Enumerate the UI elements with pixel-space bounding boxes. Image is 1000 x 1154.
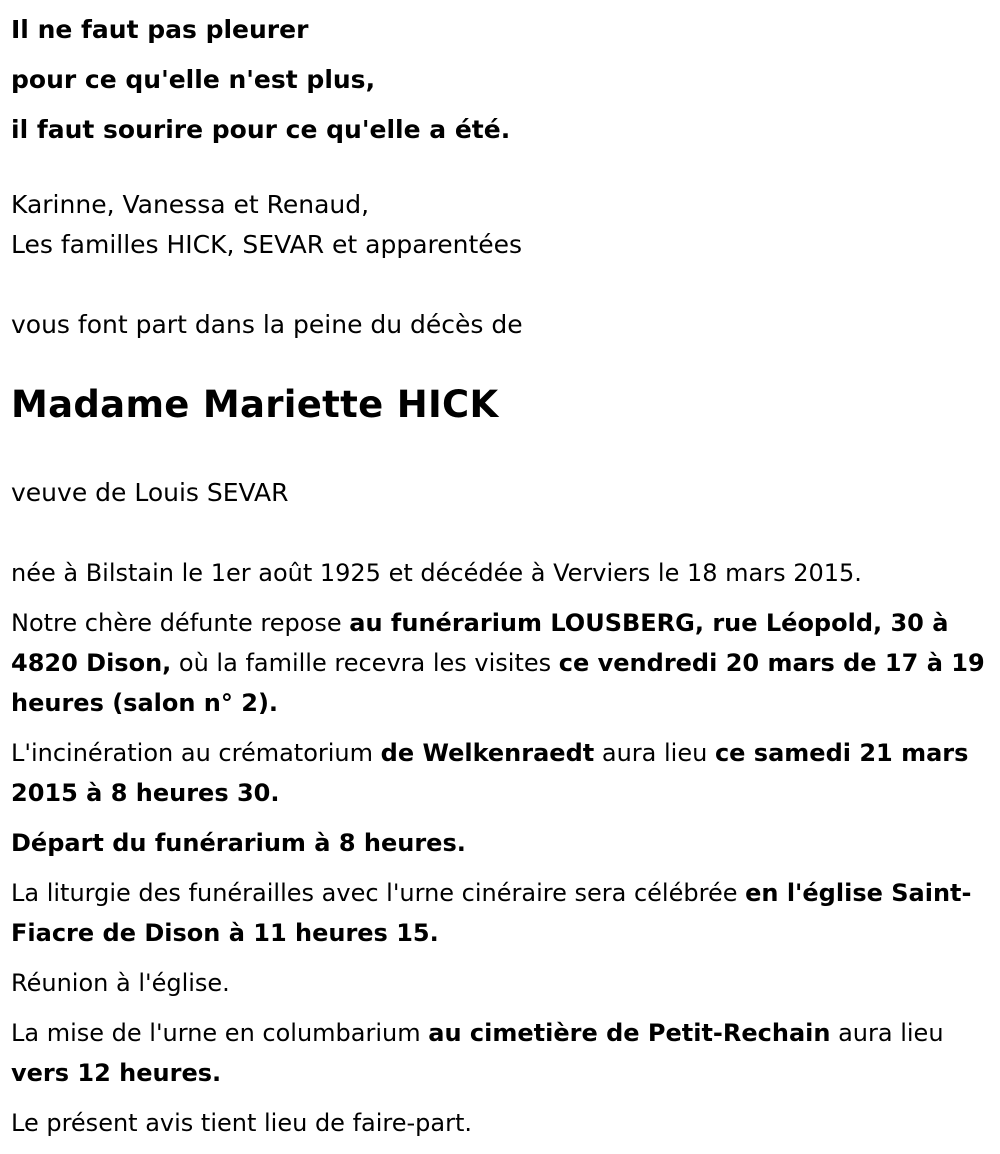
cremation-place: de Welkenraedt: [380, 739, 595, 767]
cremation-time: ce samedi 21 mars 2015 à 8 heures 30.: [11, 739, 969, 807]
repose-text-1: Notre chère défunte repose: [11, 609, 350, 637]
meeting-text: Réunion à l'église.: [11, 969, 230, 997]
liturgy-place-time: en l'église Saint-Fiacre de Dison à 11 heures 15.: [11, 879, 972, 947]
family-line-1: Karinne, Vanessa et Renaud,: [11, 190, 370, 219]
announcement-text: vous font part dans la peine du décès de: [11, 310, 523, 339]
birth-death-text: née à Bilstain le 1er août 1925 et décédée à Verviers le 18 mars 2015.: [11, 559, 862, 587]
columbarium-place: au cimetière de Petit-Rechain: [428, 1019, 831, 1047]
poem-line-2: pour ce qu'elle n'est plus,: [11, 65, 376, 94]
columbarium-text-2: aura lieu: [830, 1019, 944, 1047]
deceased-name: Madame Mariette HICK: [11, 383, 499, 426]
poem: [11, 5, 510, 155]
columbarium-paragraph: [11, 1013, 986, 1093]
liturgy-text-1: La liturgie des funérailles avec l'urne cinéraire sera célébrée: [11, 879, 746, 907]
liturgy-paragraph: [11, 873, 986, 953]
repose-location: au funérarium LOUSBERG, rue Léopold, 30 à 4820 Dison,: [11, 609, 949, 677]
poem-line-1: Il ne faut pas pleurer: [11, 15, 309, 44]
poem-line-3: il faut sourire pour ce qu'elle a été.: [11, 115, 511, 144]
widow-block: [11, 473, 289, 513]
columbarium-time: vers 12 heures.: [11, 1059, 222, 1087]
details-block: [11, 553, 986, 1153]
announcement-block: [11, 305, 523, 345]
cremation-paragraph: [11, 733, 986, 813]
cremation-text-1: L'incinération au crématorium: [11, 739, 381, 767]
family-block: [11, 185, 522, 265]
widow-of-text: veuve de Louis SEVAR: [11, 478, 289, 507]
cremation-text-2: aura lieu: [594, 739, 715, 767]
repose-visit-time: ce vendredi 20 mars de 17 à 19 heures (salon n° 2).: [11, 649, 985, 717]
repose-text-2: où la famille recevra les visites: [171, 649, 559, 677]
columbarium-text-1: La mise de l'urne en columbarium: [11, 1019, 429, 1047]
family-line-2: Les familles HICK, SEVAR et apparentées: [11, 230, 523, 259]
repose-paragraph: [11, 603, 986, 723]
departure-text: Départ du funérarium à 8 heures.: [11, 829, 466, 857]
notice-text: Le présent avis tient lieu de faire-part.: [11, 1109, 473, 1137]
